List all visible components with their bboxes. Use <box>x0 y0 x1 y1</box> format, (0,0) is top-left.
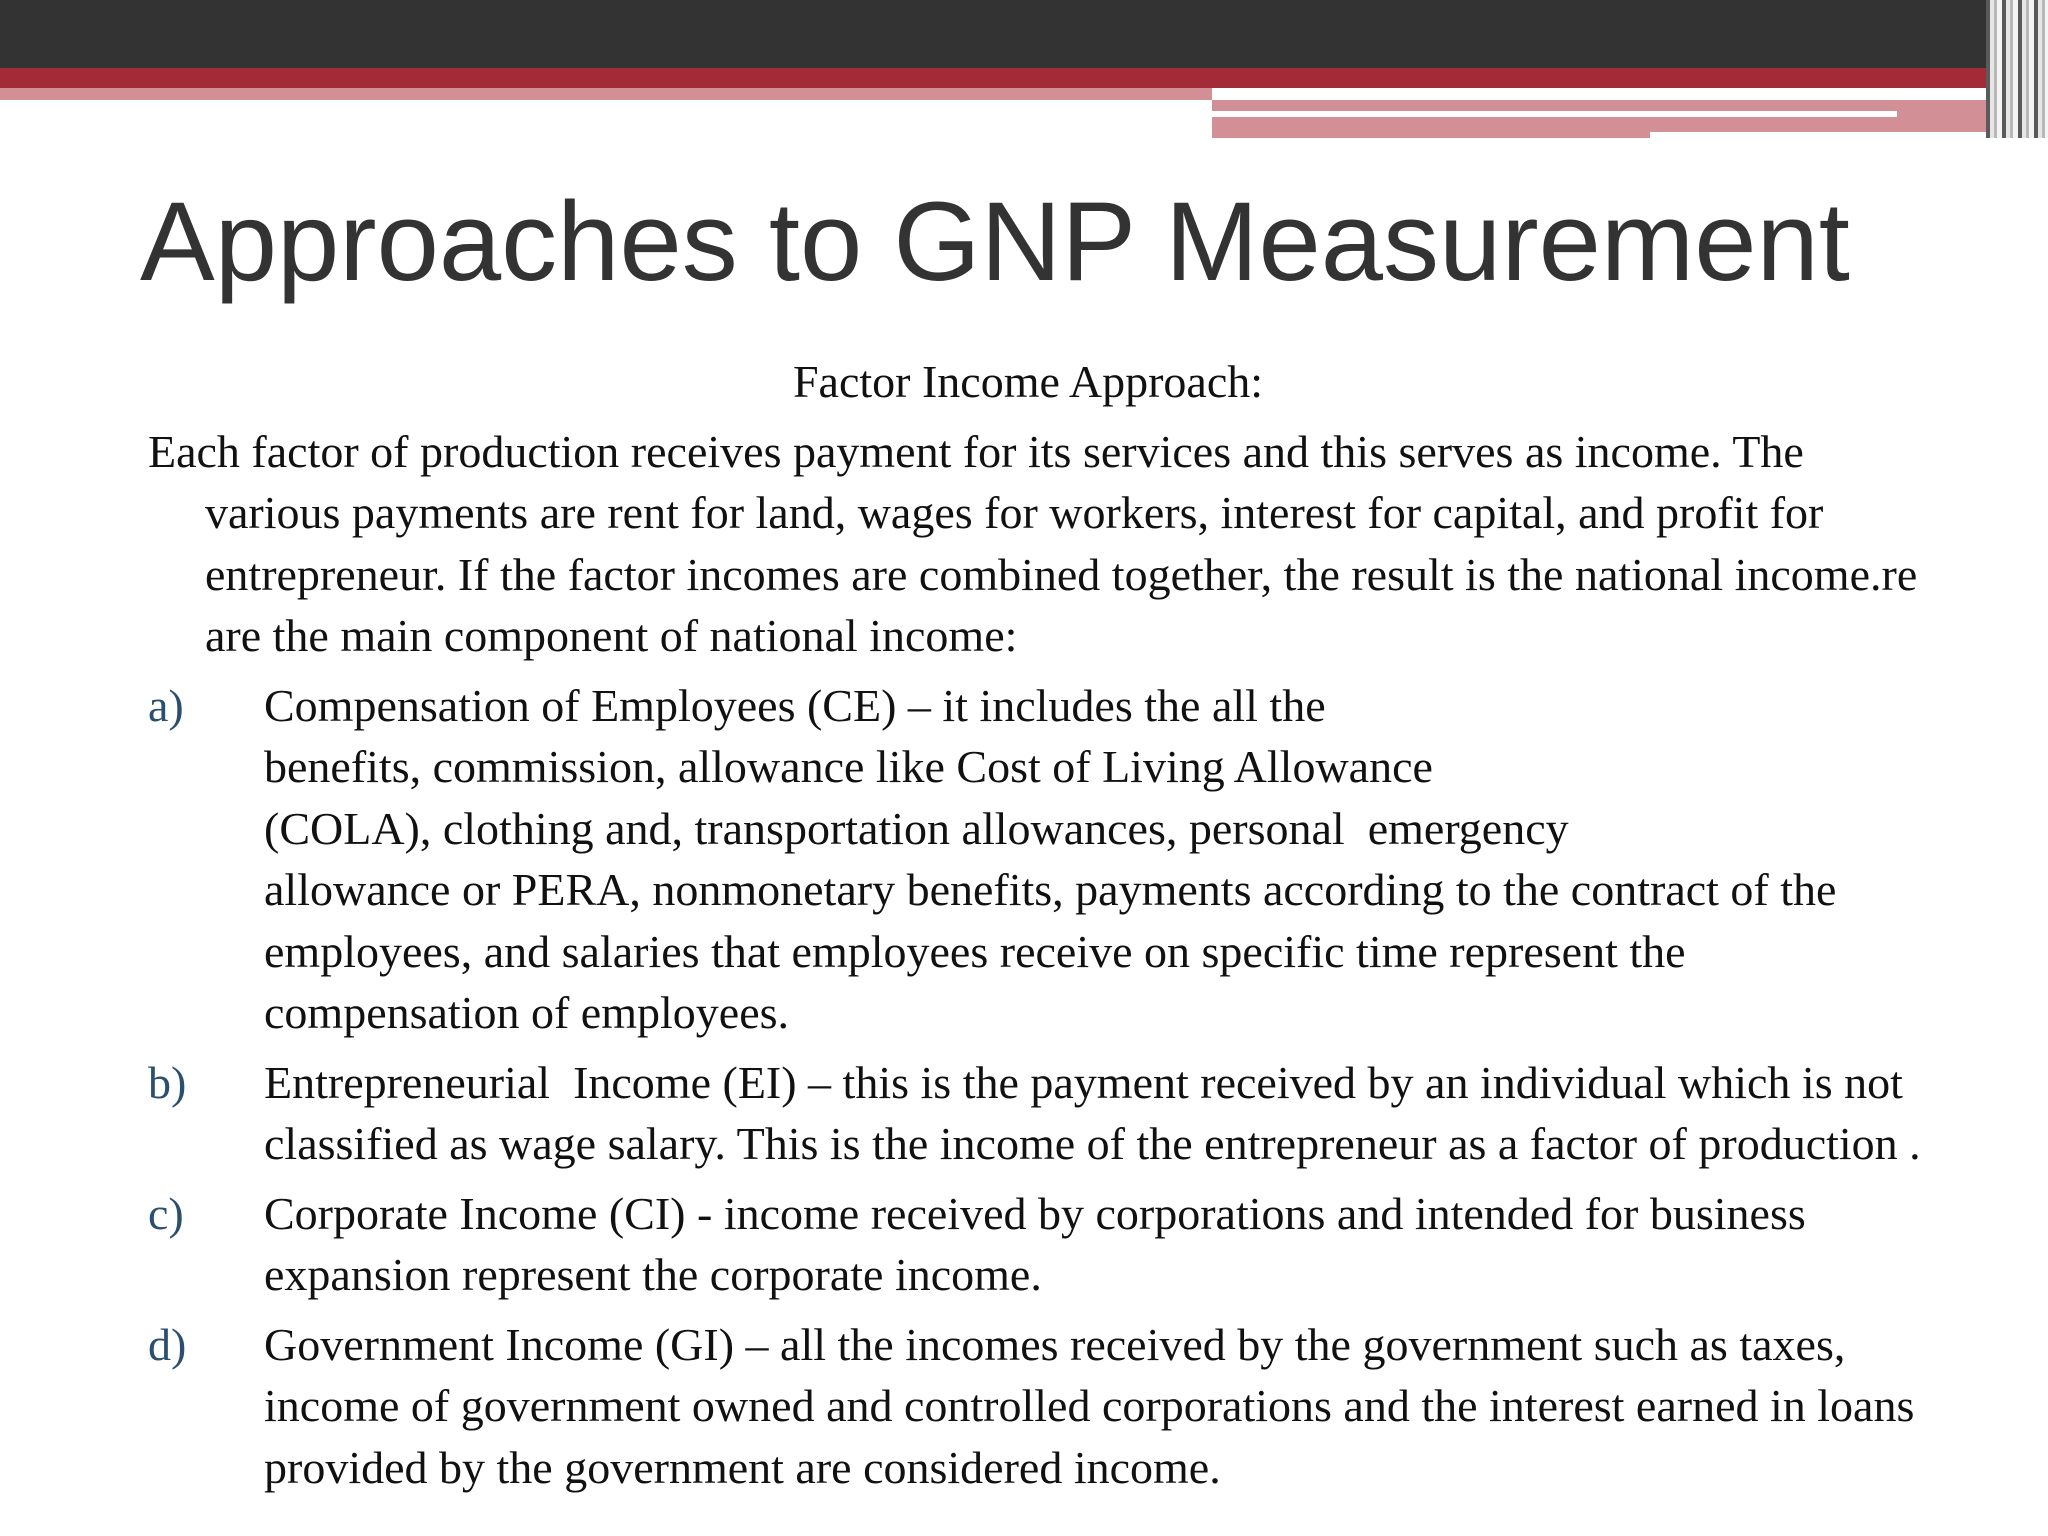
header-pink-band-left <box>0 88 1212 100</box>
header-white-line <box>1212 111 1897 117</box>
list-marker: d) <box>148 1318 187 1370</box>
list-item <box>148 1052 1928 1175</box>
list-item <box>148 675 1928 1044</box>
list-marker: a) <box>148 679 184 731</box>
header-red-band <box>0 68 2048 88</box>
list-item-text: Compensation of Employees (CE) – it includes the all the benefits, commission, allowance like Cost of Living Allowance (COLA), clothing and, transportation allowances, personal emergency allowance or PERA, nonmonetary benefits, payments according to the contract of the employees, and salaries that employees receive on specific time represent the compensation of employees. <box>264 679 1837 1038</box>
slide-title: Approaches to GNP Measurement <box>140 179 1850 304</box>
list-item-text: Corporate Income (CI) - income received by corporations and intended for business expansion represent the corporate income. <box>264 1187 1818 1300</box>
list-item-text: Government Income (GI) – all the incomes received by the government such as taxes, income of government owned and controlled corporations and the interest earned in loans provided by the government are considered income. <box>264 1318 1926 1493</box>
slide-body <box>148 351 1928 1506</box>
header-stripes-decoration <box>1986 0 2048 138</box>
list-item <box>148 1183 1928 1306</box>
header-dark-bar <box>0 0 2048 68</box>
list-item <box>148 1314 1928 1499</box>
list-marker: c) <box>148 1187 184 1239</box>
section-subheading: Factor Income Approach: <box>792 356 1264 407</box>
intro-paragraph: Each factor of production receives payment for its services and this serves as income. The various payments are rent for land, wages for workers, interest for capital, and profit for entrepreneur. If the factor incomes are combined together, the result is the national income.re are the main component of national income: <box>148 425 1918 661</box>
list-item-text: Entrepreneurial Income (EI) – this is the payment received by an individual which is not classified as wage salary. This is the income of the entrepreneur as a factor of production . <box>264 1056 1921 1169</box>
list-marker: b) <box>148 1056 187 1108</box>
